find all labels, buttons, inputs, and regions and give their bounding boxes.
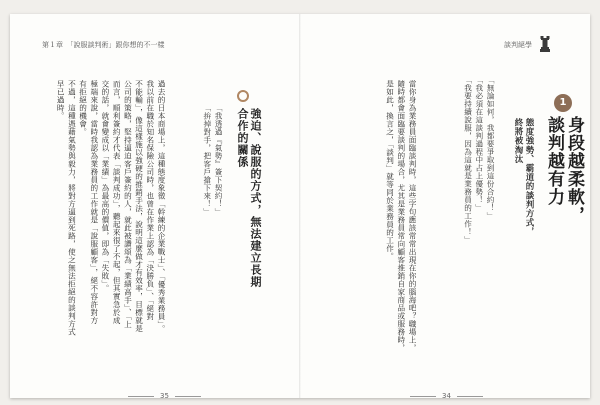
body-line: 我以前在職於知名保險公司時，也曾在作業上認為「決勝負」、「絕對 <box>145 80 155 321</box>
page-gutter <box>299 14 301 398</box>
quote-line: 「我必須在這談判過程中占上優勢！」 <box>474 76 484 212</box>
body-line: 隨時都會面臨要談判的場合，尤其是業務員常向顧客推銷自家商品或服務時， <box>396 80 406 352</box>
body-line: 不過，這種憑藉氣勢與毅力，將對方逼到死路，使之無法拒絕的談判方式 <box>67 80 77 336</box>
body-line: 不能輸」，像這樣施以強硬的推銷手法，說明這麼做才有效率，目標就是 <box>134 80 144 333</box>
quote-line: 「我透過『氣勢』簽下契約！」 <box>214 104 223 216</box>
book-spread <box>10 14 590 398</box>
page-number-left <box>128 392 201 400</box>
running-head-right: 談判絕學 <box>504 41 532 49</box>
section-title-line: 強迫、說服的方式，無法建立長期 <box>249 108 262 288</box>
page-number: 34 <box>442 392 451 400</box>
body-line: 有拒絕的機會。 <box>78 80 88 136</box>
quote-line: 「無論如何，我都要爭取到這份合約！」 <box>486 76 495 220</box>
chapter-title-line: 身段越柔軟， <box>564 116 584 224</box>
body-line: 公司的策略，堅持逼迫客戶簽約的人，就此被讚頌為「業績高手」、「上 <box>123 80 133 329</box>
chapter-subtitle-line: 終將被淘汰 <box>513 118 523 164</box>
chapter-subtitle <box>510 118 534 318</box>
section-bullet-icon <box>237 90 249 102</box>
left-body-text <box>42 80 167 380</box>
section-title-line: 合作的關係 <box>236 108 249 168</box>
section-title <box>232 108 262 378</box>
right-quote-block <box>456 76 496 256</box>
body-line: 而言，順利簽約才代表「談判成功」，聽起來很了不起，但其實急於成 <box>112 80 122 325</box>
right-body-text <box>382 80 418 380</box>
body-line: 交的話，就會變成以「業績」為最高的價值，即為「失敗」。 <box>100 80 110 293</box>
body-line: 早已過時。 <box>56 80 66 120</box>
body-line: 過去的日本商場上，這種態度象徵「幹練的企業戰士」、「優秀業務員」。 <box>157 80 166 333</box>
quote-line: 「拚掉對手，把客戶搶下來！」 <box>202 104 212 216</box>
chapter-title-line: 談判越有力 <box>544 116 564 206</box>
page-number-right <box>410 392 483 400</box>
chess-piece-icon <box>540 36 550 52</box>
chapter-subtitle-line: 態度強勢、霸道的談判方式， <box>524 118 534 237</box>
chapter-number-badge: 1 <box>554 94 572 112</box>
running-head-left: 第１章 「說服談判術」跟你想的不一樣 <box>42 41 165 49</box>
body-line: 是如此，換言之，「談判」就等同於業務員的工作。 <box>385 80 395 261</box>
body-line: 極端來說，當時我認為業務員的工作就是「說服顧客」，絕不容許對方 <box>89 80 99 325</box>
quote-line: 「我要持續說服，因為這就是業務員的工作！」 <box>463 76 473 244</box>
page-number: 35 <box>160 392 169 400</box>
body-line: 當你身為業務員面臨談判時，這些字句應該常常出現在你的腦海吧？職場上， <box>408 80 417 352</box>
chapter-title <box>540 116 584 296</box>
left-quote-block <box>198 104 224 244</box>
